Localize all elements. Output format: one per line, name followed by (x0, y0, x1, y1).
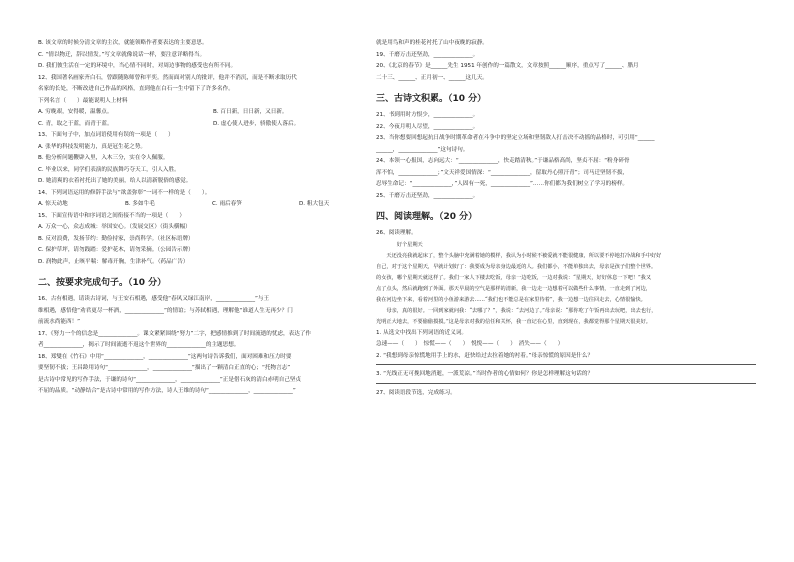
q12-line-1: 12、我国著名画家齐白石，曾跟随陈师曾和平奕。然而面对别人的批评，他并不消沉，而是不断求取历代 (38, 74, 297, 81)
passage-line: 自己，对于这个星期天，早就计划好了：我要成为母亲身边最近的人。我们都小，不能单独出去，母亲是孩子们整个世界。 (376, 263, 657, 270)
q12-options-row-2 (38, 119, 388, 131)
q26-sub-3: 3. “光线正无可挽回地消逝，一派荒凉。”当时作者的心情如何？你是怎样理解这句话的？ (376, 371, 594, 377)
q16-line-1: 16、古有相遇，请读古诗词，与王安石相遇，感受他“春风又绿江南岸，______________”与王 (38, 296, 270, 302)
q13-stem: 13、下面句子中，加点词语使用有误的一项是（ ） (38, 132, 174, 138)
answer-line (376, 364, 756, 365)
section-2-heading: 二、按要求完成句子。（10 分） (38, 278, 167, 288)
q12-line-2: 名家的长处，不断改进自己作品的风格，直到他在白石一生中留下了许多名作。 (38, 86, 234, 92)
section-3-heading: 三、古诗文积累。（10 分） (376, 94, 487, 104)
q18-line-2: 要坚韧不拔；王昌龄用诗句“______________，______________”描出了一颗清白正直的心；“托物言志” (38, 365, 291, 371)
answer-line (376, 383, 756, 384)
q24-line-2: 浑不怕，______________；”文天祥爱国情深：“______________，留取丹心照汗青”；司马迁坚韧不拔， (376, 169, 629, 176)
q14-option-d: D. 粗大包天 (299, 201, 330, 207)
section-4-heading: 四、阅读理解。（20 分） (376, 212, 478, 222)
q15-option-c: C. 保护草坪，请勿践踏：爱护花木，请勿采摘。（公园告示牌） (38, 247, 194, 253)
passage-line: 点了点头，然后就跑到了外面。那天早晨的空气是那样的清新，我一边走一边想着可以做些什么事情，一直走到了河边， (376, 285, 651, 292)
q20-line-2: 二十三、______、正月初一、______这几天。 (376, 74, 488, 81)
q17-line-2: 者______________，揭示了时间流逝不返这个世界的______________的主题思想。 (38, 342, 240, 348)
q18-tail: 就是用鸟和声的桂花衬托了山中夜晚的寂静。 (376, 40, 488, 46)
q19: 19、千磨万击还坚劲，______________。 (376, 51, 479, 58)
passage-line: 母亲，真的很好。一回到家就问我：“去哪了？”，我说：“去河边了。”母亲说：“那你吃了午饭再出去玩吧，出去也行， (376, 307, 657, 314)
passage-line: 的女孩，哪个星期天就这样了。我们一家人下楼去吃饭，母亲一边吃饭，一边对我说：“星期天，好好休息一下吧！”我又 (376, 274, 652, 281)
q16-line-2: 维相遇，感悟他“劝君更尽一杯酒，______________”的情谊；与苏轼相遇，理解他“谁道人生无再少？门 (38, 307, 293, 314)
q26: 26、阅读理解。 (376, 230, 417, 236)
passage-line: 天还没亮我就起床了，整个头脑中充满着她的模样，我认为小时候不被爱就不能很健康，所以要不停地打冷战和手中好好 (376, 252, 662, 259)
q21: 21、书到用时方恨少，______________。 (376, 112, 479, 118)
q11-option-c: C. “情以物迁，辞以情发。”写文章就像说话一样，要注意详略得当。 (38, 51, 206, 58)
q20-line-1: 20、《北京的春节》是______先生 1951 年创作的一篇散文，文章按照______顺序，重点写了______、腊月 (376, 63, 639, 69)
q18-line-3: 是古诗中常见的写作手法，于谦的诗句“______________，______________”正是借石灰的清白赤明自己坚贞 (38, 376, 302, 383)
q15-option-a: A. 万众一心，众志成城：举国安心。（发展交区）（街头横幅） (38, 224, 191, 230)
q11-option-d: D. 我们彼生活在一定的环境中，当心情不同时，对周边事物的感受也有所不同。 (38, 63, 237, 69)
q24-line-3: 忍辱生命记：“______________，”人固有一死，______________”……你们都为我们树立了学习的榜样。 (376, 181, 629, 187)
q26-synonyms: 急速——（ ） 惊慌——（ ） 悦悦——（ ） 消失——（ ） (376, 341, 564, 347)
q14-option-a: A. 惊天动地 (38, 201, 68, 207)
q23-line-1: 23、当你想要回想起抗日战争时期革命者在斗争中的坚定立场和坚韧敌人打击决不动摇的品格时，可引用“______ (376, 135, 655, 141)
right-column (376, 38, 756, 399)
q13-option-c: C. 毕业以来，同学们表演的民族舞巧夺天工，引人入胜。 (38, 166, 180, 173)
passage-line: 光明正大地去，不要偷偷摸摸。”这是母亲对我的信任和关怀，我一直记在心里，直到现在，我都觉得那个星期天很美好。 (376, 318, 651, 325)
q14-options (38, 199, 388, 211)
q18-line-1: 18、郑燮在《竹石》中用“______________，______________”这两句诗告诉我们，面对困难和压力时要 (38, 353, 292, 360)
q27: 27、阅读语段节选，完成练习。 (376, 389, 456, 396)
q12-option-d: D. 虚心使人进步，骄傲使人落后。 (213, 120, 300, 127)
q14-option-b: B. 多如牛毛 (125, 201, 155, 207)
passage-title: 好个星期天 (376, 241, 423, 248)
q12-option-b: B. 百日新，日日新，又日新。 (213, 109, 288, 115)
q23-line-2: ______，______________”这句诗句。 (376, 146, 469, 153)
q15-stem: 15、下面宣传语中和序词语之间衔接不当的一项是（ ） (38, 212, 185, 219)
q26-sub-2: 2. “我想到母亲惊慌地用手上的水，赶快给过去拉着她的衬着。”母亲惊慌的原因是什么？ (376, 352, 594, 359)
q26-sub-1: 1. 从选文中找出下列词语的近义词。 (376, 329, 468, 336)
q14-option-c: C. 雨后春笋 (212, 201, 242, 207)
q12-stem: 下列名言（ ）最能说明人上材料 (38, 97, 128, 104)
q11-option-b: B. 该文章的时候分清文章的主次，就能领略作者要表达的主要意思。 (38, 40, 208, 46)
q16-line-3: 前流水尚能西！” (38, 319, 81, 325)
reading-passage (376, 240, 756, 328)
q13-option-b: B. 他分析问题鞭辟入里，入木三分，实在令人佩服。 (38, 155, 169, 161)
q15-option-d: D. 润物此声，止咳平喘：解毒开胸，生津补气。（药品广告） (38, 258, 189, 265)
q17-line-1: 17、《努力一个的信念是______________。课文紧紧围绕“努力”二字，把感情推到了时间流逝的忧虑，表达了作 (38, 330, 312, 337)
q25: 25、千磨万击还坚劲，______________。 (376, 192, 479, 199)
q12-option-c: C. 青，取之于蓝，而青于蓝。 (38, 120, 113, 127)
q22: 22、今夜月明人尽望，______________。 (376, 123, 479, 130)
q24-line-1: 24、本领一心报国，志向远大：“______________，快走踏清秋。”于谦品格高尚，坚贞不屈：“粉身碎骨 (376, 158, 630, 164)
q13-option-a: A. 张华的科技发明能力，真是冠生花之势。 (38, 143, 146, 150)
q14-stem: 14、下列词语运用的修辞手法与“欲盖弥彰”一词不一样的是（ ）。 (38, 189, 211, 196)
passage-line: 我在河边坐下来，看着河里的小鱼游来游去……“我们也不能总是在家里待着”，我一边想一边往回走去，心情很愉快。 (376, 296, 646, 303)
q12-option-a: A. 穷晚艰，安得暖，温馨点。 (38, 109, 113, 115)
left-column (38, 38, 388, 398)
q15-option-b: B. 反对浪费，发扬节约：勤俭持家，崇尚科学。（社区标语牌） (38, 235, 194, 242)
q12-options-row-1 (38, 107, 388, 119)
q18-line-4: 不屈的品质。“动静结合”是古诗中常用的写作方法，诗人王维的诗句“______________，______________” (38, 388, 296, 394)
q13-option-d: D. 她清爽的衣着衬托出了她的美丽，给人以清新脱俗的感觉。 (38, 178, 192, 184)
